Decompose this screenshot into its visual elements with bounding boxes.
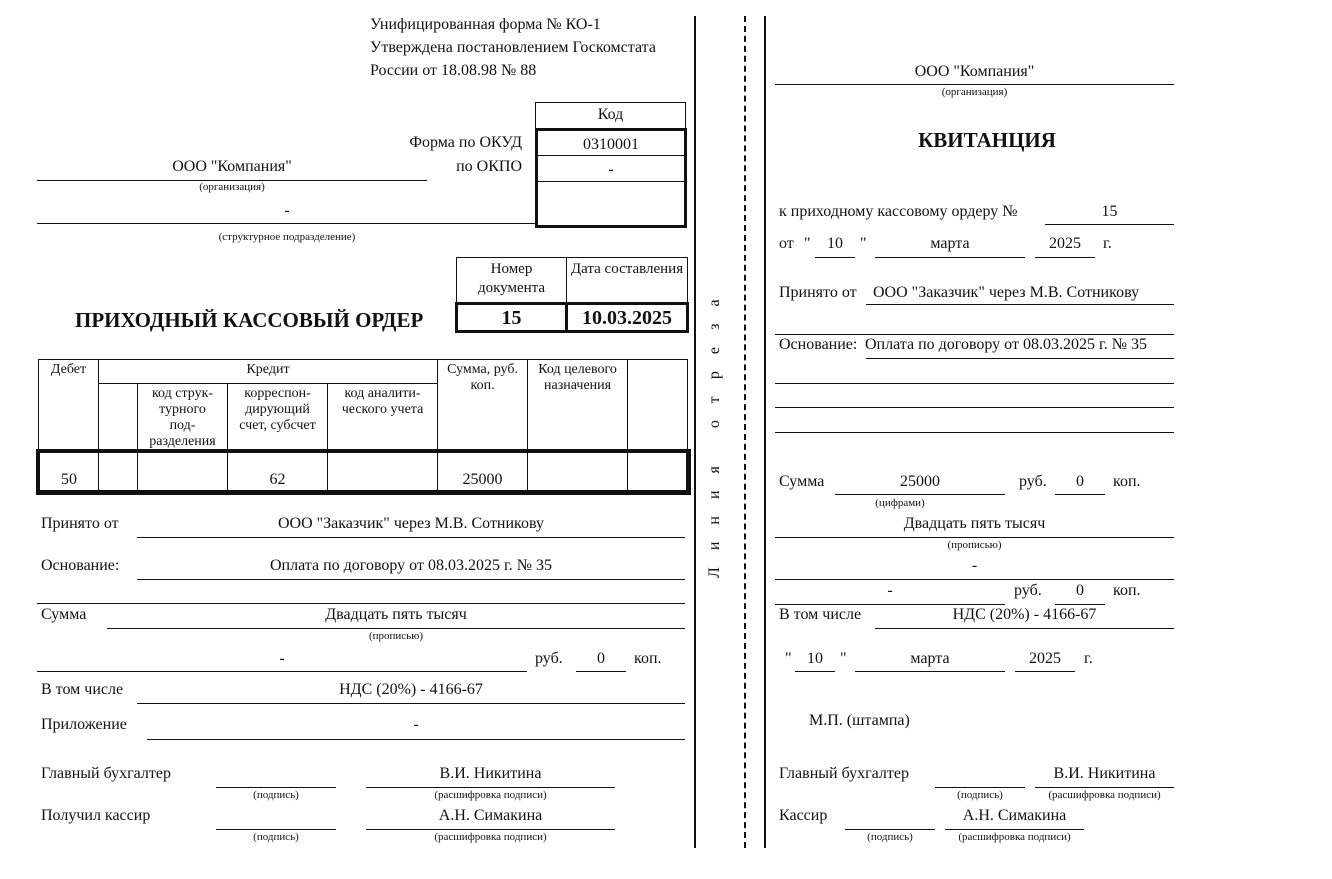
kop-value: 0 bbox=[597, 650, 605, 667]
quote-close: " bbox=[860, 235, 867, 252]
date-month: марта bbox=[930, 235, 970, 252]
receipt-title: КВИТАНЦИЯ bbox=[918, 128, 1056, 152]
including-value: НДС (20%) - 4166-67 bbox=[339, 681, 483, 698]
receipt-including-label: В том числе bbox=[779, 606, 862, 623]
receipt-kop-label-2: коп. bbox=[1113, 582, 1141, 599]
cell-struct-code bbox=[138, 452, 228, 492]
order-ref-label: к приходному кассовому ордеру № bbox=[779, 203, 1018, 220]
receipt-kop-value-2: 0 bbox=[1076, 582, 1084, 599]
receipt-chief-accountant-name: В.И. Никитина bbox=[1053, 765, 1156, 782]
code-values-box bbox=[535, 128, 687, 228]
code-header: Код bbox=[597, 106, 624, 123]
form-header-line3: России от 18.08.98 № 88 bbox=[370, 62, 537, 79]
receipt-rub-label-2: руб. bbox=[1014, 582, 1042, 599]
sum-extra: - bbox=[279, 650, 285, 667]
receipt-sum-words: Двадцать пять тысяч bbox=[903, 515, 1046, 532]
organization-name: ООО "Компания" bbox=[172, 158, 292, 175]
chief-accountant-signature-line bbox=[216, 787, 336, 788]
basis-blank-line-2 bbox=[775, 407, 1174, 408]
receipt-cashier-signature-line bbox=[845, 829, 935, 830]
receipt-basis-value: Оплата по договору от 08.03.2025 г. № 35 bbox=[865, 336, 1147, 353]
basis-blank-line-1 bbox=[775, 383, 1174, 384]
receipt-date-quote-open: " bbox=[785, 650, 792, 667]
sum-words-caption: (прописью) bbox=[368, 630, 424, 642]
receipt-left-border bbox=[764, 16, 766, 848]
receipt-sum-digits: 25000 bbox=[900, 473, 940, 490]
receipt-date-year: 2025 bbox=[1029, 650, 1061, 667]
cell-analytic-code bbox=[328, 452, 438, 492]
quote-open: " bbox=[804, 235, 811, 252]
header-blank bbox=[628, 360, 688, 452]
received-from-label: Принято от bbox=[41, 515, 119, 532]
organization-caption: (организация) bbox=[199, 181, 265, 193]
receipt-rub-extra: - bbox=[887, 582, 893, 599]
cell-blank bbox=[628, 452, 688, 492]
doc-number-date-table bbox=[455, 257, 689, 333]
order-ref-number: 15 bbox=[1101, 203, 1118, 220]
cell-purpose-code bbox=[528, 452, 628, 492]
order-right-border bbox=[694, 16, 696, 848]
chief-accountant-signature-caption: (подпись) bbox=[253, 789, 299, 801]
receipt-sum-words-caption: (прописью) bbox=[947, 539, 1002, 551]
receipt-date-day: 10 bbox=[807, 650, 823, 667]
receipt-cashier-decode-caption: (расшифровка подписи) bbox=[958, 831, 1071, 843]
accounting-table bbox=[37, 359, 689, 493]
okpo-value: - bbox=[608, 161, 614, 178]
receipt-chief-accountant-signature-line bbox=[935, 787, 1025, 788]
form-header-line2: Утверждена постановлением Госкомстата bbox=[370, 39, 656, 56]
sum-label: Сумма bbox=[41, 606, 87, 623]
receipt-cashier-signature-caption: (подпись) bbox=[867, 831, 913, 843]
receipt-date-month: марта bbox=[910, 650, 950, 667]
date-year: 2025 bbox=[1049, 235, 1081, 252]
receipt-sum-digits-caption: (цифрами) bbox=[875, 497, 925, 509]
date-day: 10 bbox=[827, 235, 843, 252]
sum-words: Двадцать пять тысяч bbox=[325, 606, 467, 623]
receipt-sum-label: Сумма bbox=[779, 473, 825, 490]
cut-line-dashed bbox=[744, 16, 746, 848]
attachment-value: - bbox=[413, 716, 419, 733]
header-sum: Сумма, руб. коп. bbox=[438, 360, 528, 452]
receipt-received-from-label: Принято от bbox=[779, 284, 857, 301]
cell-debit: 50 bbox=[39, 452, 99, 492]
basis-label: Основание: bbox=[41, 557, 120, 574]
okud-label: Форма по ОКУД bbox=[409, 134, 522, 151]
chief-accountant-label: Главный бухгалтер bbox=[41, 765, 171, 782]
year-suffix: г. bbox=[1103, 235, 1112, 252]
okud-value: 0310001 bbox=[583, 136, 639, 153]
table-row bbox=[39, 452, 688, 492]
okpo-label: по ОКПО bbox=[456, 158, 522, 175]
receipt-organization: ООО "Компания" bbox=[914, 63, 1035, 80]
receipt-received-from-value: ООО "Заказчик" через М.В. Сотникову bbox=[873, 284, 1140, 301]
including-label: В том числе bbox=[41, 681, 124, 698]
basis-blank-line-3 bbox=[775, 432, 1174, 433]
cell-sum: 25000 bbox=[438, 452, 528, 492]
receipt-date-quote-close: " bbox=[840, 650, 847, 667]
header-purpose-code: Код целевого назначения bbox=[528, 360, 628, 452]
basis-value: Оплата по договору от 08.03.2025 г. № 35 bbox=[270, 557, 552, 574]
cashier-decode-caption: (расшифровка подписи) bbox=[434, 831, 547, 843]
form-header-line1: Унифицированная форма № КО-1 bbox=[370, 16, 601, 33]
cell-corr-account: 62 bbox=[228, 452, 328, 492]
receipt-sum-words-extra: - bbox=[971, 557, 978, 574]
doc-date: 10.03.2025 bbox=[567, 304, 688, 332]
receipt-chief-accountant-decode-caption: (расшифровка подписи) bbox=[1048, 789, 1161, 801]
doc-number-header: Номер документа bbox=[457, 258, 567, 304]
chief-accountant-name: В.И. Никитина bbox=[439, 765, 542, 782]
receipt-chief-accountant-signature-caption: (подпись) bbox=[957, 789, 1003, 801]
cashier-name: А.Н. Симакина bbox=[438, 807, 543, 824]
receipt-kop-value: 0 bbox=[1076, 473, 1084, 490]
order-title: ПРИХОДНЫЙ КАССОВЫЙ ОРДЕР bbox=[75, 308, 424, 332]
doc-date-header: Дата составления bbox=[567, 258, 688, 304]
stamp-label: М.П. (штампа) bbox=[809, 712, 910, 729]
header-struct-code: код струк- турного под- разделения bbox=[138, 384, 228, 452]
header-corr-account: корреспон- дирующий счет, субсчет bbox=[228, 384, 328, 452]
cashier-signature-line bbox=[216, 829, 336, 830]
receipt-date-year-suffix: г. bbox=[1084, 650, 1093, 667]
kop-label: коп. bbox=[634, 650, 662, 667]
receipt-cashier-name: А.Н. Симакина bbox=[962, 807, 1067, 824]
cashier-signature-caption: (подпись) bbox=[253, 831, 299, 843]
receipt-kop-label: коп. bbox=[1113, 473, 1141, 490]
receipt-chief-accountant-label: Главный бухгалтер bbox=[779, 765, 909, 782]
division-caption: (структурное подразделение) bbox=[218, 231, 356, 243]
doc-number: 15 bbox=[457, 304, 567, 332]
header-credit: Кредит bbox=[99, 360, 438, 384]
receipt-cashier-label: Кассир bbox=[779, 807, 828, 824]
attachment-label: Приложение bbox=[41, 716, 127, 733]
received-from-value: ООО "Заказчик" через М.В. Сотникову bbox=[277, 515, 545, 532]
receipt-including-value: НДС (20%) - 4166-67 bbox=[952, 606, 1097, 623]
chief-accountant-decode-caption: (расшифровка подписи) bbox=[434, 789, 547, 801]
cell-credit-blank bbox=[99, 452, 138, 492]
cut-line-label: Линия отреза bbox=[706, 282, 723, 578]
from-label: от bbox=[779, 235, 794, 252]
header-analytic-code: код аналити- ческого учета bbox=[328, 384, 438, 452]
receipt-organization-caption: (организация) bbox=[941, 86, 1008, 98]
cashier-label: Получил кассир bbox=[41, 807, 151, 824]
code-header-cell bbox=[535, 102, 686, 129]
receipt-basis-label: Основание: bbox=[779, 336, 858, 353]
rub-label: руб. bbox=[535, 650, 563, 667]
header-credit-blank bbox=[99, 384, 138, 452]
division-name: - bbox=[284, 202, 290, 219]
header-debit: Дебет bbox=[39, 360, 99, 452]
receipt-rub-label: руб. bbox=[1019, 473, 1047, 490]
